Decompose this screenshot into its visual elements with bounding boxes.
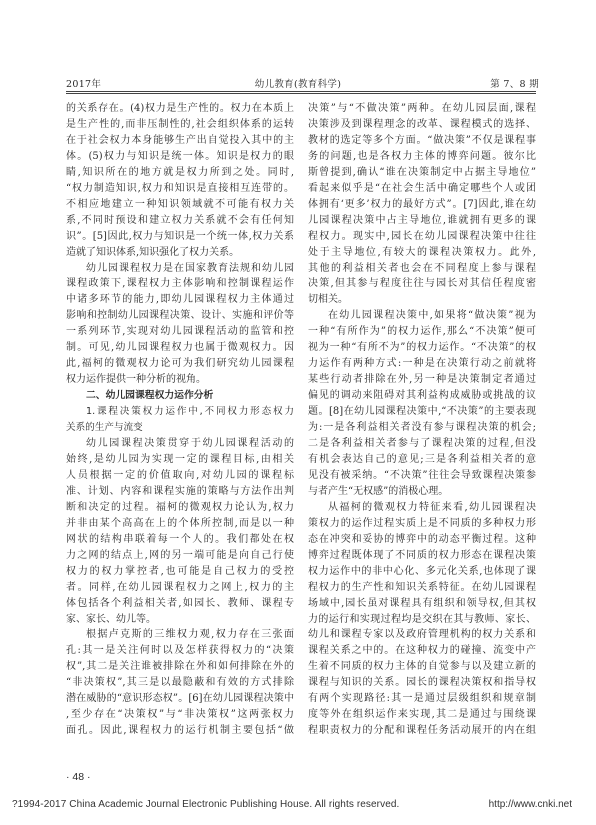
text-line: 与者产生“无权感”的消极心理。 — [308, 485, 449, 497]
text-line: 视为一种“有所不为”的权力运作。“不决策”的权 — [308, 342, 536, 354]
text-line: 课程与知识的关系。园长的课程决策权和指导权 — [308, 677, 536, 689]
text-line: 权力的权力掌控者,也可能是自己权力的受控 — [66, 565, 294, 577]
text-line: 为:一是各利益相关者没有参与课程决策的机会; — [308, 422, 536, 434]
text-line: 程权力。现实中,园长在幼儿园课程决策中往往 — [308, 230, 536, 242]
text-line: 幼儿园课程决策贯穿于幼儿园课程活动的 — [86, 438, 294, 450]
text-line: 不相应地建立一种知识领域就不可能有权力关 — [66, 198, 294, 210]
text-line: 断和决定的过程。福柯的微观权力论认为,权力 — [66, 501, 294, 513]
text-line: “非决策权”,其三是以最隐蔽和有效的方式排除 — [66, 677, 294, 689]
text-line: 其他的利益相关者也会在不同程度上参与课程 — [308, 262, 536, 274]
header-rule — [66, 91, 536, 92]
text-line: 是生产性的,而非压制性的,社会组织体系的运转 — [66, 118, 294, 130]
text-line: 有机会表达自己的意见;三是各利益相关者的意 — [308, 453, 536, 465]
text-line: 幼儿园课程权力是在国家教育法规和幼儿园 — [86, 262, 294, 274]
text-line: 在幼儿园课程决策中,如果将“做决策”视为 — [328, 310, 536, 322]
text-line: 准、计划、内容和课程实施的策略与方法作出判 — [66, 485, 294, 497]
text-line: 系,不同时预设和建立权力关系就不会有任何知 — [66, 214, 294, 226]
text-line: 权”,其二是关注谁被排除在外和如何排除在外的 — [66, 661, 294, 673]
text-line: 决策,但其参与程度往往与园长对其信任程度密 — [308, 278, 536, 290]
text-line: 一系列环节,实现对幼儿园课程活动的监管和控 — [66, 326, 294, 338]
text-line: 人员根据一定的价值取向,对幼儿园的课程标 — [66, 469, 294, 481]
section-heading: 二、幼儿园课程权力运作分析 — [86, 390, 214, 402]
text-line: 孔:其一是关注何时以及怎样获得权力的“决策 — [66, 645, 294, 657]
text-line: 程权力的生产性和知识关系特征。在幼儿园课程 — [308, 581, 536, 593]
text-line: 并非由某个高高在上的个体所控制,而是以一种 — [66, 517, 294, 529]
section-heading: 1.课程决策权力运作中,不同权力形态权力 — [86, 406, 294, 418]
text-line: 处于主导地位,有较大的课程决策权力。此外, — [308, 246, 536, 258]
text-line: 见没有被采纳。“不决策”往往会导致课程决策参 — [308, 469, 536, 481]
header-journal-title: 幼儿教育(教育科学) — [254, 79, 342, 90]
text-line: 策权力的运作过程实质上是不同质的多种权力形 — [308, 517, 536, 529]
text-line: 教材的选定等多个方面。“做决策”不仅是课程事 — [308, 134, 536, 146]
text-line: 程职责权力的分配和课程任务活动展开的内在组 — [308, 725, 536, 737]
footer-url[interactable]: http://www.cnki.net — [488, 799, 572, 810]
text-line: 力的运行和实现过程均是交织在其与教师、家长、 — [308, 613, 536, 625]
footer-copyright: ?1994-2017 China Academic Journal Electronic Publishing House. All rights reserved. — [12, 799, 400, 810]
text-line: 二是各利益相关者参与了课程决策的过程,但没 — [308, 438, 536, 450]
text-line: 力运作有两种方式:一种是在决策行动之前就将 — [308, 358, 536, 370]
text-line: 场域中,园长虽对课程具有组织和领导权,但其权 — [308, 597, 536, 609]
text-line: 课程关系之中的。在这种权力的碰撞、流变中产 — [308, 645, 536, 657]
text-line: 力之网的结点上,网的另一端可能是向自己行使 — [66, 549, 294, 561]
text-line: 始终,是幼儿园为实现一定的课程目标,由相关 — [66, 453, 294, 465]
header-rule-thin — [66, 93, 536, 94]
text-line: 的关系存在。(4)权力是生产性的。权力在本质上 — [66, 103, 294, 114]
header-year: 2017年 — [66, 79, 102, 90]
text-line: 造就了知识体系,知识强化了权力关系。 — [66, 246, 240, 258]
text-line: 影响和控制幼儿园课程决策、设计、实施和评价等 — [66, 310, 294, 322]
text-line: 博弈过程既体现了不同质的权力形态在课程决策 — [308, 549, 536, 561]
text-line: 斯曾提到,确认“谁在决策制定中占据主导地位” — [308, 166, 536, 178]
text-line: 某些行动者排除在外,另一种是决策制定者通过 — [308, 374, 536, 386]
text-line: 切相关。 — [308, 294, 348, 306]
page-number: · 48 · — [66, 771, 91, 783]
text-line: 权力运作中的非中心化、多元化关系,也体现了课 — [308, 565, 536, 577]
text-line: 决策涉及到课程理念的改革、课程模式的选择、 — [308, 118, 536, 130]
text-line: 潜在威胁的“意识形态权”。[6]在幼儿园课程决策中 — [66, 693, 294, 705]
left-column — [66, 101, 294, 739]
text-line: 务的问题,也是各权力主体的博弈问题。彼尔比 — [308, 150, 536, 162]
text-line: 权力运作提供一种分析的视角。 — [66, 374, 206, 386]
section-heading: 关系的生产与流变 — [66, 422, 143, 434]
text-line: 一种“有所作为”的权力运作,那么“不决策”便可 — [308, 326, 536, 338]
text-line: 面孔。因此,课程权力的运行机制主要包括“做 — [66, 725, 294, 737]
text-line: 决策”与“不做决策”两种。在幼儿园层面,课程 — [308, 103, 536, 114]
text-line: 看起来似乎是“在社会生活中确定哪些个人或团 — [308, 182, 536, 194]
text-line: “权力制造知识,权力和知识是直接相互连带的。 — [66, 182, 294, 194]
text-line: 有两个实现路径:其一是通过层级组织和规章制 — [308, 693, 536, 705]
text-line: 家、家长、幼儿等。 — [66, 613, 156, 625]
text-line: 者。同样,在幼儿园课程权力之网上,权力的主 — [66, 581, 294, 593]
text-line: 网状的结构串联着每一个人的。我们都处在权 — [66, 533, 294, 545]
text-line: 制。可见,幼儿园课程权力也属于微观权力。因 — [66, 342, 294, 354]
text-line: 睛,知识所在的地方就是权力所到之处。同时, — [66, 166, 294, 178]
text-line: 识”。[5]因此,权力与知识是一个统一体,权力关系 — [66, 230, 294, 242]
text-line: 从福柯的微观权力特征来看,幼儿园课程决 — [328, 501, 536, 513]
header-issue: 第 7、8 期 — [490, 79, 539, 90]
text-line: ,至少存在“决策权”与“非决策权”这两张权力 — [66, 709, 294, 721]
text-line: 态在冲突和妥协的博弈中的动态平衡过程。这种 — [308, 533, 536, 545]
text-line: 根据卢克斯的三维权力观,权力存在三张面 — [86, 629, 294, 641]
text-line: 课程政策下,课程权力主体影响和控制课程运作 — [66, 278, 294, 290]
text-line: 偏见的调动来阻碍对其利益构成威胁或挑战的议 — [308, 390, 536, 402]
text-line: 体。(5)权力与知识是统一体。知识是权力的眼 — [66, 150, 294, 162]
text-line: 幼儿和课程专家以及政府管理机构的权力关系和 — [308, 629, 536, 641]
text-line: 体拥有‘更多’权力的最好方式”。[7]因此,谁在幼 — [308, 198, 536, 210]
text-line: 在于社会权力本身能够生产出自觉投入其中的主 — [66, 134, 294, 146]
text-line: 儿园课程决策中占主导地位,谁就拥有更多的课 — [308, 214, 536, 226]
text-line: 题。[8]在幼儿园课程决策中,“不决策”的主要表现 — [308, 406, 536, 418]
right-column — [308, 101, 536, 739]
text-line: 体包括各个利益相关者,如园长、教师、课程专 — [66, 597, 294, 609]
text-line: 生着不同质的权力主体的自觉参与以及建立新的 — [308, 661, 536, 673]
text-line: 中诸多环节的能力,即幼儿园课程权力主体通过 — [66, 294, 294, 306]
text-line: 此,福柯的微观权力论可为我们研究幼儿园课程 — [66, 358, 294, 370]
text-line: 度等外在组织运作来实现,其二是通过与围绕课 — [308, 709, 536, 721]
